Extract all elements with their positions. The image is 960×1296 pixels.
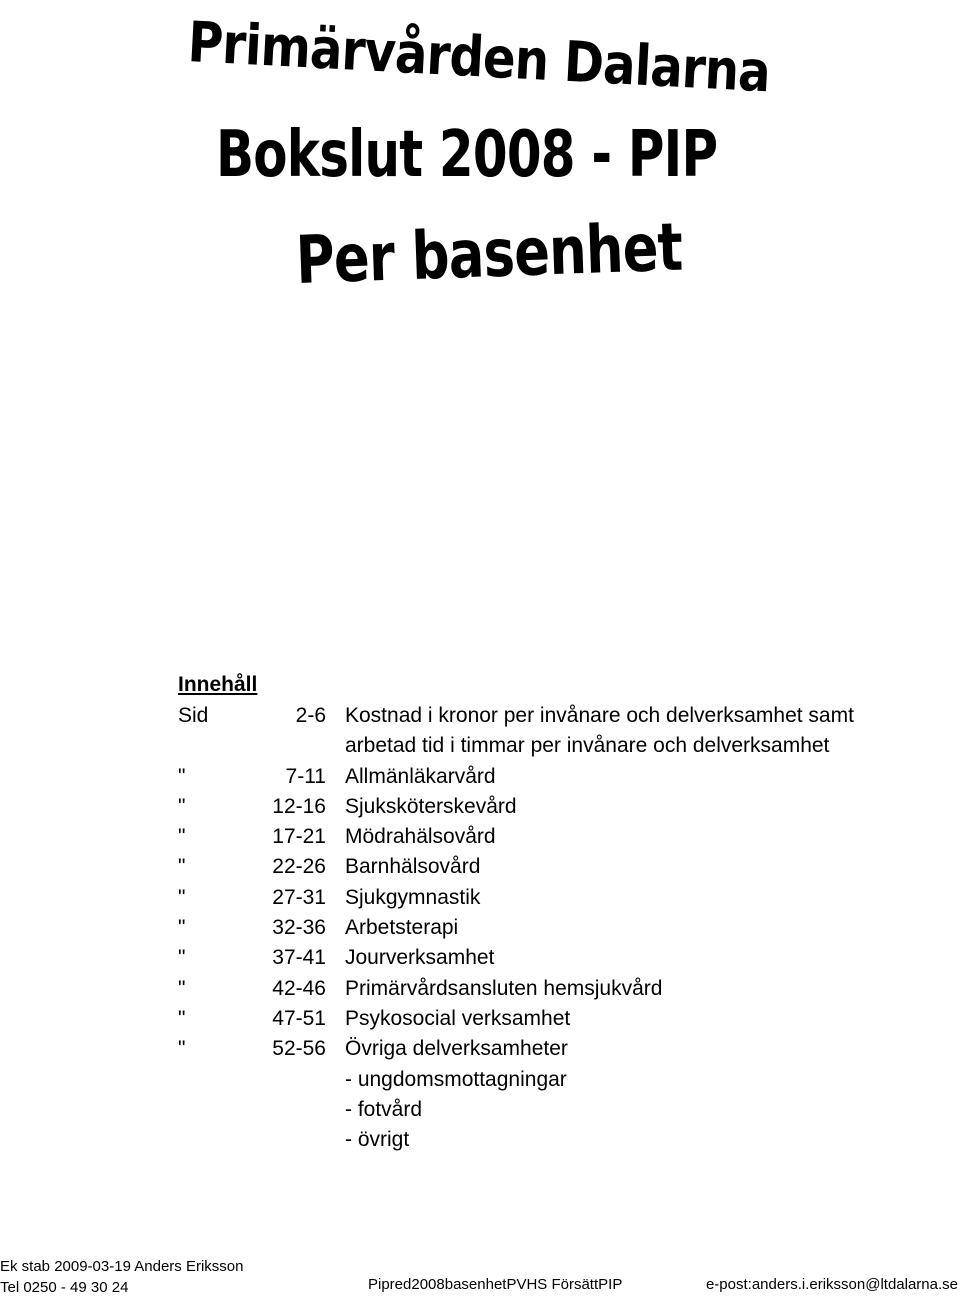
toc-row (178, 731, 898, 761)
toc-heading: Innehåll (178, 673, 258, 696)
title-line-2: Bokslut 2008 - PIP (216, 118, 718, 192)
toc-row (178, 913, 898, 943)
toc-description: Kostnad i kronor per invånare och delverksamhet samt (345, 704, 854, 727)
toc-row (178, 1095, 898, 1125)
toc-pages: 12-16 (272, 794, 326, 818)
toc-prefix: " (178, 855, 186, 879)
toc-description: Arbetsterapi (345, 916, 459, 940)
toc-description: arbetad tid i timmar per invånare och delverksamhet (345, 734, 830, 758)
toc-description: Mödrahälsovård (345, 825, 496, 849)
toc-row (178, 822, 898, 852)
toc-pages: 2-6 (295, 704, 326, 727)
footer-filename: Pipred2008basenhetPVHS FörsättPIP (368, 1276, 623, 1293)
toc-row (178, 852, 898, 882)
title-line-1: Primärvården Dalarna (186, 10, 772, 106)
toc-row (178, 701, 898, 731)
title-line-3: Per basenhet (294, 208, 684, 299)
toc-rows (178, 701, 898, 1155)
toc-description: Sjukgymnastik (345, 885, 481, 909)
toc-row (178, 943, 898, 973)
toc-row (178, 762, 898, 792)
toc-description: Psykosocial verksamhet (345, 1006, 571, 1030)
toc-pages: 52-56 (272, 1037, 326, 1061)
toc-pages: 7-11 (285, 764, 326, 788)
footer-phone: Tel 0250 - 49 30 24 (0, 1279, 129, 1296)
toc-prefix: Sid (178, 704, 209, 727)
toc-pages: 37-41 (272, 946, 326, 970)
toc-row (178, 1125, 898, 1155)
footer-email: e-post:anders.i.eriksson@ltdalarna.se (705, 1276, 958, 1293)
footer-author: Ek stab 2009-03-19 Anders Eriksson (0, 1258, 244, 1275)
toc-description: Allmänläkarvård (345, 764, 496, 788)
toc-prefix: " (178, 976, 186, 1000)
toc-prefix: " (178, 794, 186, 818)
toc-pages: 32-36 (272, 916, 326, 940)
toc-pages: 27-31 (272, 885, 326, 909)
toc-row (178, 1065, 898, 1095)
toc-description: Barnhälsovård (345, 855, 481, 879)
toc-description: Sjuksköterskevård (345, 794, 517, 818)
toc-row (178, 883, 898, 913)
toc-description: - ungdomsmottagningar (345, 1067, 567, 1091)
toc-description: Jourverksamhet (345, 946, 495, 970)
toc-description: Övriga delverksamheter (345, 1037, 568, 1061)
toc-prefix: " (178, 1037, 186, 1061)
toc-prefix: " (178, 825, 186, 849)
toc-row (178, 1004, 898, 1034)
toc-prefix: " (178, 885, 186, 909)
toc-pages: 47-51 (272, 1006, 326, 1030)
toc-row (178, 1034, 898, 1064)
toc-prefix: " (178, 1006, 186, 1030)
toc-description: Primärvårdsansluten hemsjukvård (345, 976, 663, 1000)
toc-pages: 17-21 (272, 825, 326, 849)
toc-row (178, 792, 898, 822)
toc-description: - övrigt (345, 1128, 410, 1152)
toc-prefix: " (178, 764, 186, 788)
toc-prefix: " (178, 946, 186, 970)
toc-pages: 22-26 (272, 855, 326, 879)
table-of-contents (178, 670, 898, 1155)
toc-prefix: " (178, 916, 186, 940)
toc-description: - fotvård (345, 1097, 423, 1121)
toc-pages: 42-46 (272, 976, 326, 1000)
toc-row (178, 974, 898, 1004)
